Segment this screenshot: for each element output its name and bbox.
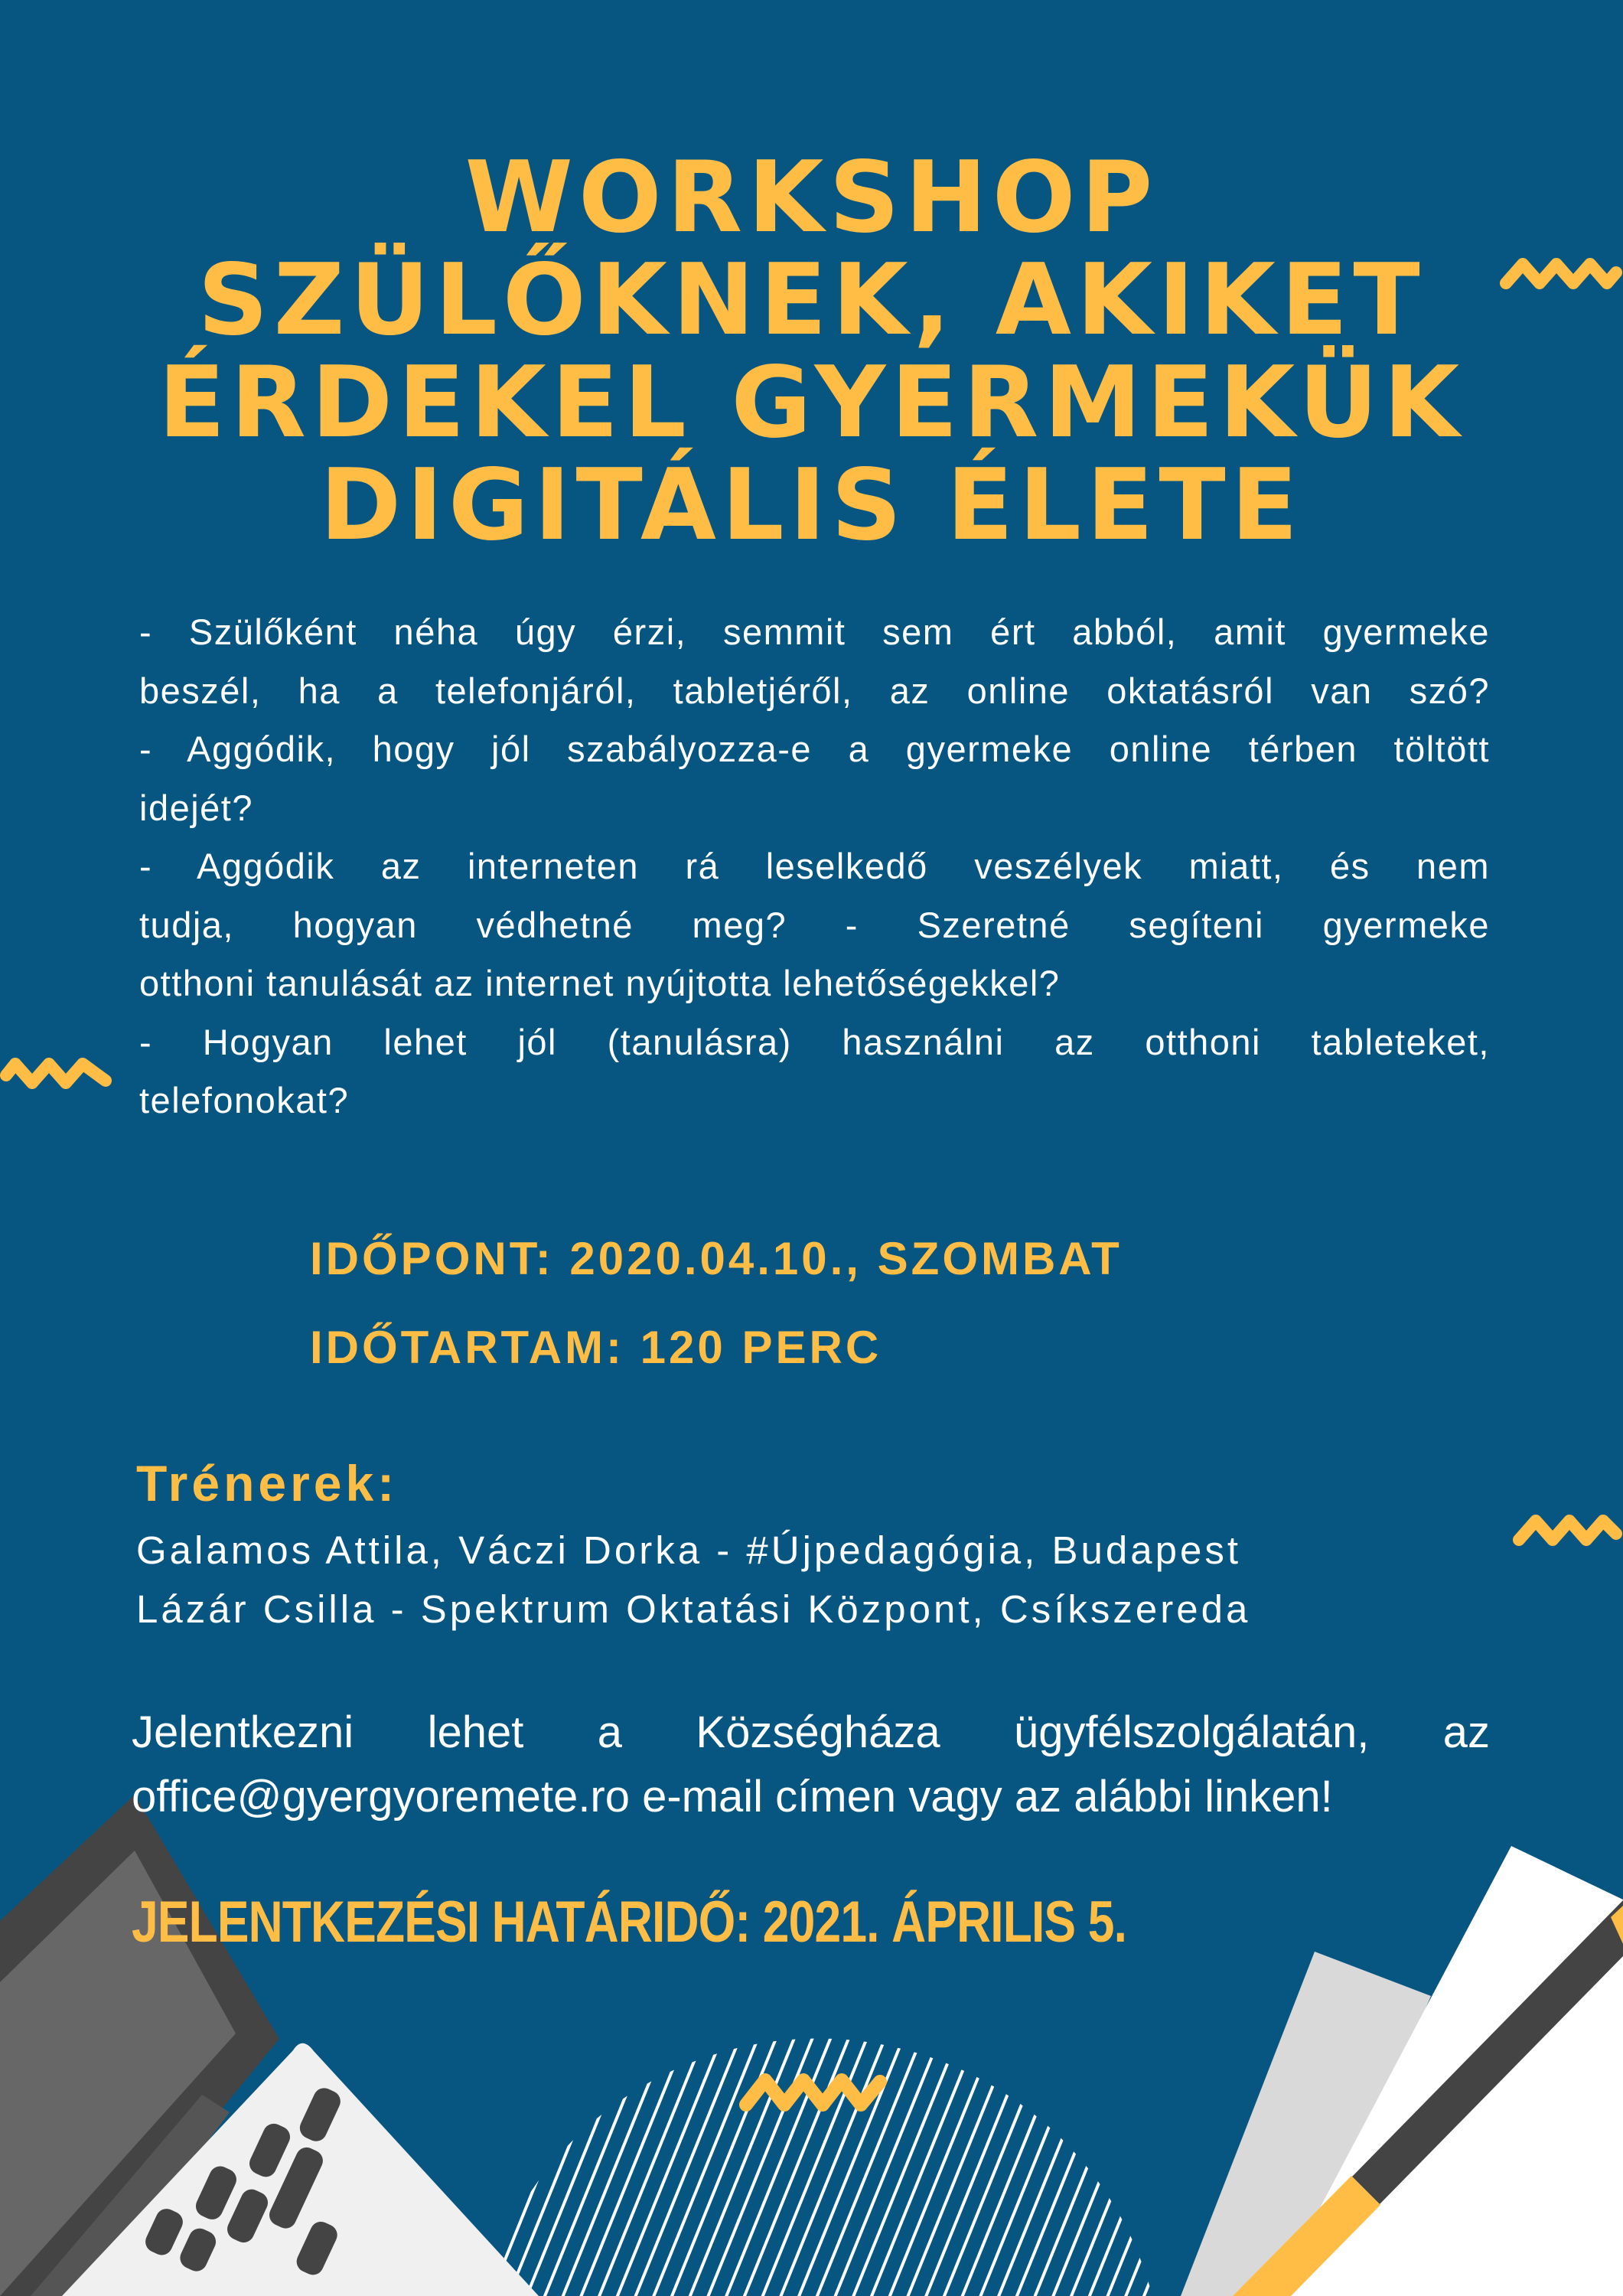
title-line: DIGITÁLIS ÉLETE — [319, 448, 1304, 563]
trainer-line: Galamos Attila, Váczi Dorka - #Újpedagógia, Budapest — [136, 1528, 1242, 1572]
intro-line: - Hogyan lehet jól (tanulásra) használni az otthoni tableteket, — [139, 1021, 1490, 1062]
title-line: WORKSHOP — [464, 141, 1159, 255]
intro-line: otthoni tanulását az internet nyújtotta lehetőségekkel? — [139, 963, 1061, 1003]
title-line: ÉRDEKEL GYERMEKÜK — [158, 346, 1465, 460]
intro-line: telefonokat? — [139, 1080, 350, 1120]
intro-line: - Aggódik az interneten rá leselkedő veszélyek miatt, és nem — [139, 846, 1490, 886]
striped-circle — [484, 2038, 1152, 2296]
laptop-illustration — [0, 1795, 539, 2296]
signup-text — [132, 1701, 1490, 1829]
title-line: SZÜLŐKNEK, AKIKET — [197, 243, 1426, 357]
intro-line: - Szülőként néha úgy érzi, semmit sem ért abból, amit gyermeke — [139, 612, 1490, 652]
event-date: IDŐPONT: 2020.04.10., SZOMBAT — [310, 1233, 1123, 1284]
trainer-line: Lázár Csilla - Spektrum Oktatási Központ, Csíkszereda — [136, 1587, 1251, 1631]
trainers-heading: Trénerek: — [136, 1455, 399, 1512]
zigzag-right — [1519, 1521, 1616, 1540]
intro-line: idejét? — [139, 787, 253, 828]
intro-line: beszél, ha a telefonjáról, tabletjéről, az online oktatásról van szó? — [139, 670, 1490, 711]
intro-text — [139, 603, 1490, 1130]
paper-and-pen-illustration — [1181, 1846, 1623, 2296]
page-title — [0, 141, 1623, 563]
intro-line: tudja, hogyan védhetné meg? - Szeretné segíteni gyermeke — [139, 904, 1490, 945]
intro-line: - Aggódik, hogy jól szabályozza-e a gyermeke online térben töltött — [139, 729, 1490, 769]
event-duration: IDŐTARTAM: 120 PERC — [310, 1322, 882, 1373]
signup-line: Jelentkezni lehet a Községháza ügyfélszolgálatán, az — [132, 1707, 1490, 1757]
signup-deadline: JELENTKEZÉSI HATÁRIDŐ: 2021. ÁPRILIS 5. — [132, 1890, 1127, 1955]
zigzag-left — [6, 1064, 106, 1083]
signup-line: office@gyergyoremete.ro e-mail címen vagy az alábbi linken! — [132, 1772, 1333, 1821]
